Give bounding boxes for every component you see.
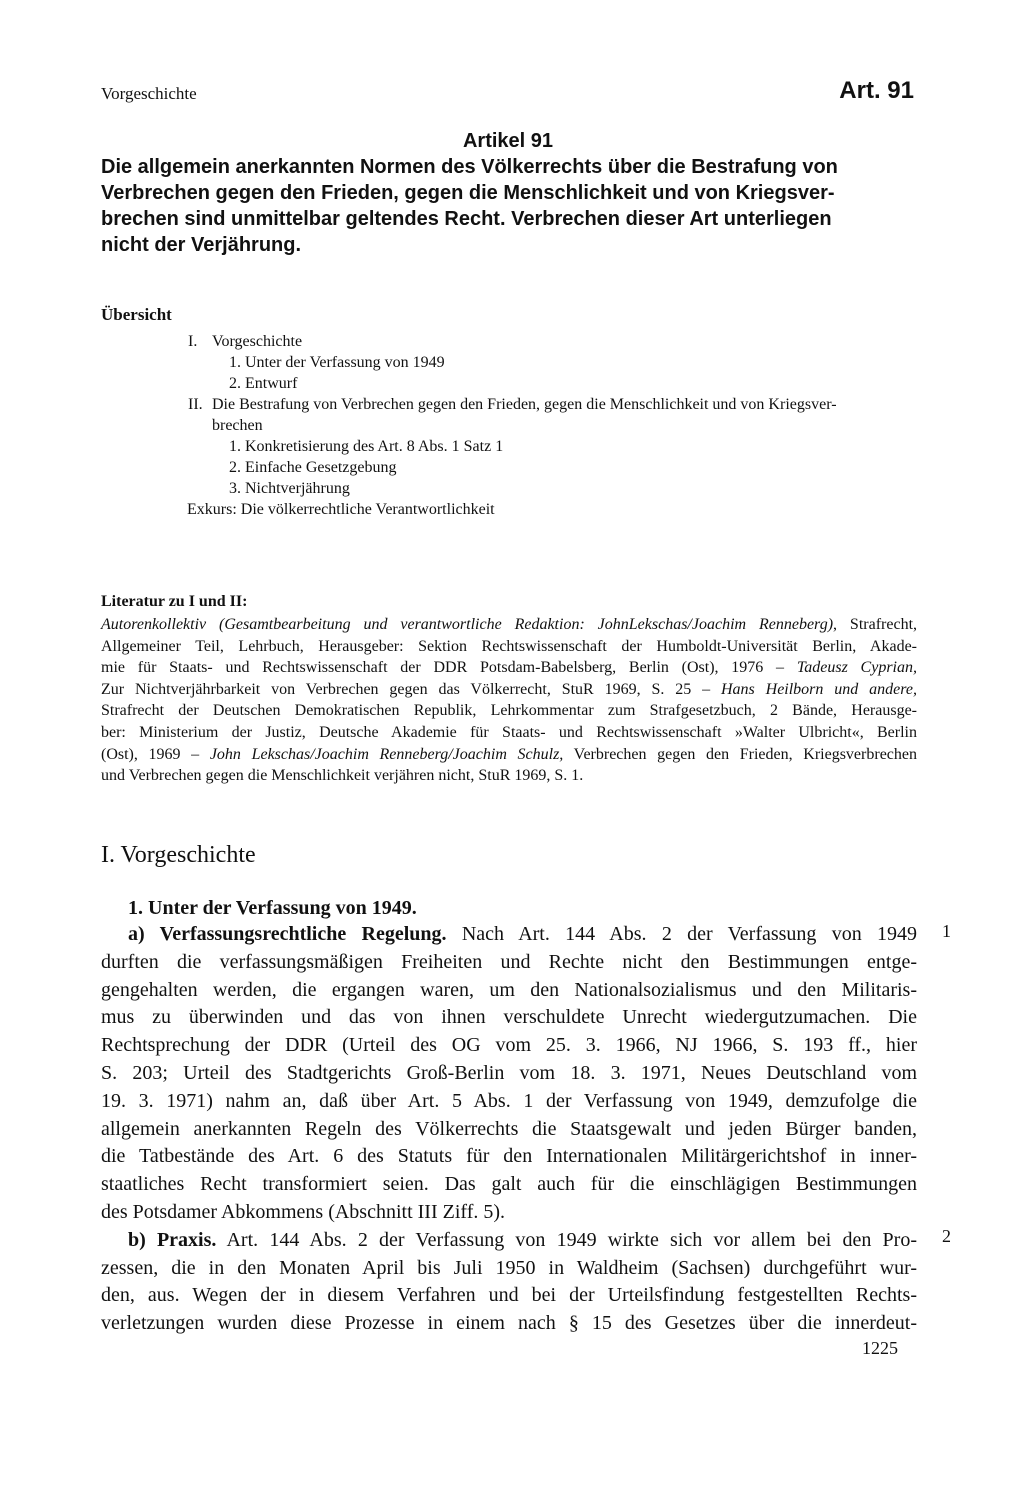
page-number: 1225 — [862, 1338, 898, 1358]
literature-line: Allgemeiner Teil, Lehrbuch, Herausgeber: Sektion Rechtswissenschaft der Humboldt-Universität Berlin, Akade- — [101, 637, 917, 655]
paragraph-text: Art. 144 Abs. 2 der Verfassung von 1949 wirkte sich vor allem bei den Pro- — [216, 1228, 918, 1251]
toc-item-continuation: brechen — [212, 417, 263, 434]
article-text-line: nicht der Verjährung. — [101, 234, 302, 256]
toc-item-text: Einfache Gesetzgebung — [245, 459, 397, 476]
toc-heading: Übersicht — [101, 305, 172, 324]
toc-item-number: 1. — [229, 438, 241, 455]
toc-item-number: I. — [188, 333, 198, 350]
paragraph-label: a) Verfassungsrechtliche Regelung. — [128, 923, 447, 945]
paragraph-line: staatliches Recht transformiert seien. Das galt auch für die einschlägigen Bestimmungen — [101, 1173, 917, 1196]
margin-number: 2 — [942, 1226, 951, 1246]
toc-item-text: Die Bestrafung von Verbrechen gegen den Frieden, gegen die Menschlichkeit und von Kriegsver- — [212, 396, 837, 413]
toc-item — [229, 478, 917, 499]
toc-item-text: Unter der Verfassung von 1949 — [245, 354, 445, 371]
literature-line — [101, 614, 917, 636]
literature-author: Hans Heilborn und andere, — [720, 680, 917, 698]
toc-item — [229, 352, 917, 373]
literature-author: Autorenkollektiv (Gesamtbearbeitung und verantwortliche Redaktion: JohnLekschas/Joachim Renneberg) — [101, 616, 834, 633]
paragraph-line: gengehalten werden, die ergangen waren, um den Nationalsozialismus und den Militaris- — [101, 978, 917, 1001]
article-text — [101, 154, 915, 258]
paragraph-line: allgemein anerkannten Regeln des Völkerrechts die Staatsgewalt und jeden Bürger banden, — [101, 1117, 917, 1140]
toc-item-excursus: Exkurs: Die völkerrechtliche Verantwortlichkeit — [187, 501, 495, 518]
paragraph-line: die Tatbestände des Art. 6 des Statuts für den Internationalen Militärgerichtshof in inner- — [101, 1145, 917, 1168]
literature-text: Verbrechen gegen den Frieden, Kriegsverbrechen — [563, 745, 917, 763]
running-head: Vorgeschichte — [101, 84, 197, 103]
toc-item — [188, 394, 917, 415]
toc-item-number: 2. — [229, 459, 241, 476]
toc-item — [188, 331, 917, 352]
article-text-line: Die allgemein anerkannten Normen des Völkerrechts über die Bestrafung von — [101, 156, 838, 178]
article-number: Art. 91 — [839, 77, 914, 104]
paragraph-label: b) Praxis. — [128, 1228, 217, 1251]
paragraph-line: S. 203; Urteil des Stadtgerichts Groß-Berlin vom 18. 3. 1971, Neues Deutschland vom — [101, 1061, 917, 1084]
literature-author: Tadeusz Cyprian, — [796, 659, 917, 677]
literature-text: Zur Nichtverjährbarkeit von Verbrechen gegen das Völkerrecht, StuR 1969, S. 25 – — [101, 680, 721, 698]
article-title: Artikel 91 — [462, 130, 554, 152]
toc-item — [229, 436, 917, 457]
article-header — [101, 128, 915, 258]
toc-item-text: Vorgeschichte — [212, 333, 303, 350]
literature-line: ber: Ministerium der Justiz, Deutsche Akademie für Staats- und Rechtswissenschaft »Walter Ulbricht«, Berlin — [101, 723, 917, 741]
margin-number: 1 — [942, 921, 951, 941]
paragraph-text: Nach Art. 144 Abs. 2 der Verfassung von 1949 — [446, 923, 917, 945]
literature-text: (Ost), 1969 – — [101, 745, 210, 763]
literature-line: Strafrecht der Deutschen Demokratischen Republik, Lehrkommentar zum Strafgesetzbuch, 2 Bände, Herausge- — [101, 702, 917, 720]
literature-list — [101, 614, 917, 787]
toc-item-number: 3. — [229, 480, 241, 497]
article-text-line: brechen sind unmittelbar geltendes Recht. Verbrechen dieser Art unterliegen — [101, 208, 832, 230]
toc-item — [229, 457, 917, 478]
literature-line — [101, 657, 917, 679]
toc-item-text: Entwurf — [245, 375, 298, 392]
paragraph-line: 19. 3. 1971) nahm an, daß über Art. 5 Abs. 1 der Verfassung von 1949, demzufolge die — [101, 1089, 917, 1112]
toc-item-text: Nichtverjährung — [245, 480, 350, 497]
toc-item-number: 2. — [229, 375, 241, 392]
article-text-line: Verbrechen gegen den Frieden, gegen die Menschlichkeit und von Kriegsver- — [101, 182, 835, 204]
toc-item-text: Konkretisierung des Art. 8 Abs. 1 Satz 1 — [245, 438, 504, 455]
literature-line: und Verbrechen gegen die Menschlichkeit verjähren nicht, StuR 1969, S. 1. — [101, 767, 584, 785]
paragraph-line — [101, 921, 917, 949]
paragraph-line — [101, 1227, 917, 1255]
table-of-contents — [101, 331, 917, 520]
toc-item — [229, 373, 917, 394]
literature-line — [101, 744, 917, 766]
literature-line — [101, 679, 917, 701]
paragraph-line: den, aus. Wegen der in diesem Verfahren und bei der Urteilsfindung festgestellten Rechts- — [101, 1284, 917, 1307]
paragraph-line: mus zu überwinden und das von ihnen verschuldete Unrecht wiedergutzumachen. Die — [101, 1006, 917, 1029]
toc-item-number: II. — [188, 396, 203, 413]
literature-author: John Lekschas/Joachim Renneberg/Joachim Schulz, — [209, 745, 564, 763]
paragraph-line: durften die verfassungsmäßigen Freiheiten und Rechte nicht den Bestimmungen entge- — [101, 950, 917, 973]
paragraph-line: zessen, die in den Monaten April bis Juli 1950 in Waldheim (Sachsen) durchgeführt wur- — [101, 1256, 917, 1279]
section-heading: I. Vorgeschichte — [101, 842, 256, 868]
literature-text: , Strafrecht, — [833, 616, 918, 633]
literature-text: mie für Staats- und Rechtswissenschaft der DDR Potsdam-Babelsberg, Berlin (Ost), 1976 – — [101, 659, 797, 677]
paragraph-line: Rechtsprechung der DDR (Urteil des OG vom 25. 3. 1966, NJ 1966, S. 193 ff., hier — [101, 1034, 917, 1057]
literature-heading: Literatur zu I und II: — [101, 593, 248, 610]
body-text — [101, 921, 917, 1338]
paragraph-line: verletzungen wurden diese Prozesse in einem nach § 15 des Gesetzes über die innerdeut- — [101, 1312, 917, 1335]
paragraph-line: des Potsdamer Abkommens (Abschnitt III Ziff. 5). — [101, 1200, 506, 1223]
subsection-heading: 1. Unter der Verfassung von 1949. — [128, 897, 417, 919]
toc-item-number: 1. — [229, 354, 241, 371]
